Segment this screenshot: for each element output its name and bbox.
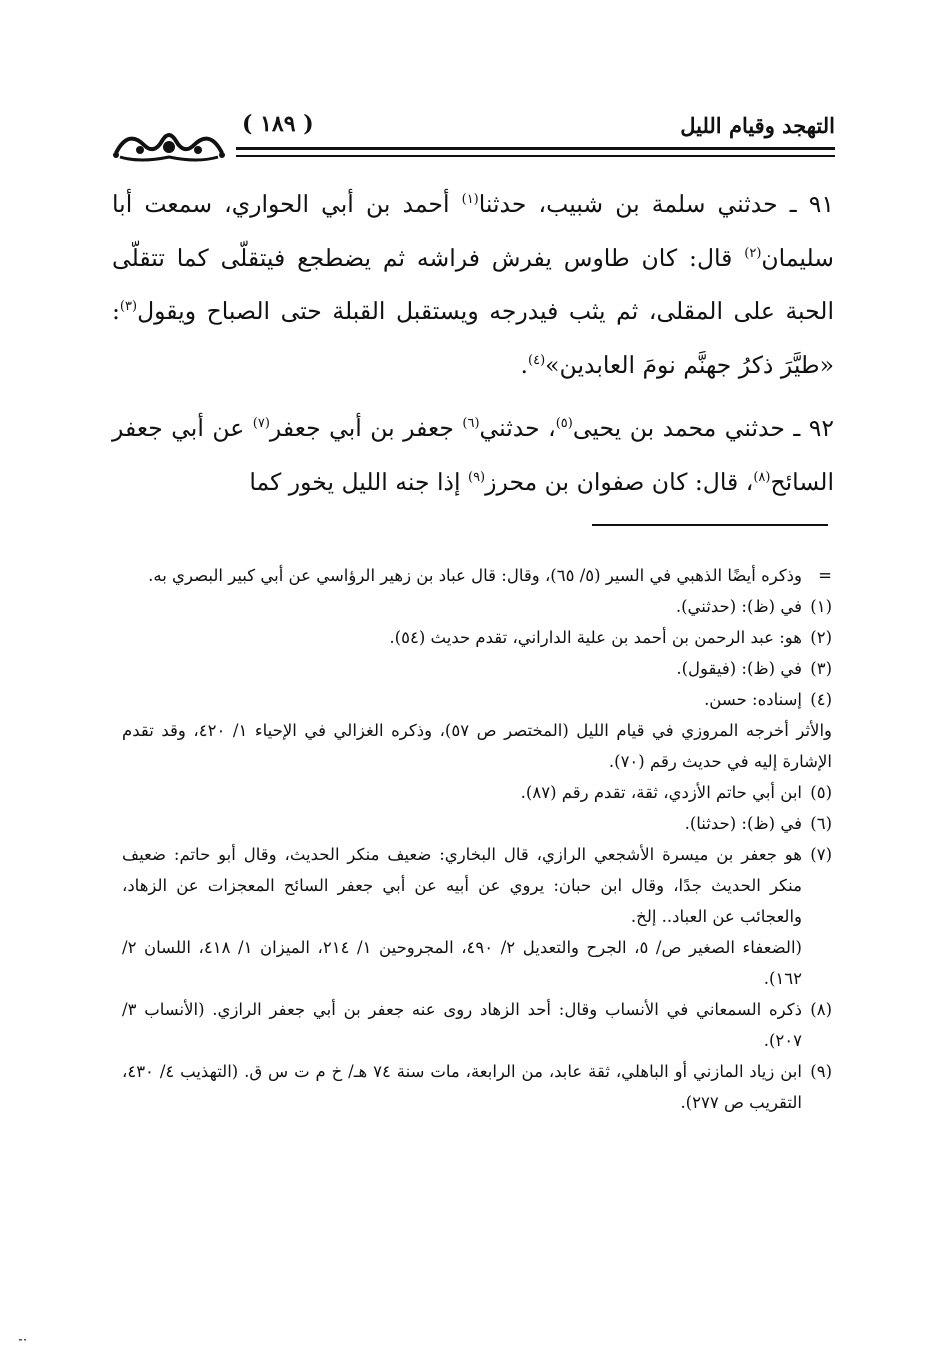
footnote-text: ابن أبي حاتم الأزدي، ثقة، تقدم رقم (٨٧). (520, 783, 802, 802)
hadith-91 (112, 178, 834, 392)
footnote-text (122, 839, 802, 994)
hadith-92 (112, 402, 834, 509)
text-segment: عن أبي جعفر السائح (112, 414, 834, 496)
footnote-2 (122, 622, 832, 653)
footnote-8 (122, 994, 832, 1056)
text-segment: ٩١ ـ حدثني سلمة بن شبيب، حدثنا (478, 190, 835, 218)
footnote-label: (٩) (810, 1062, 832, 1081)
text-segment: جعفر بن أبي جعفر (269, 414, 463, 442)
footnote-text: في (ظ): (حدثني). (675, 597, 802, 616)
footnote-text: في (ظ): (حدثنا). (684, 814, 802, 833)
header-rule-thick (236, 147, 835, 150)
footnote-marker[interactable]: (٨) (753, 469, 771, 485)
footnote-marker[interactable]: (٩) (467, 469, 486, 485)
footnote-label: (٥) (810, 783, 832, 802)
continuation-mark: = (818, 566, 832, 585)
scan-mark-icon (18, 1336, 28, 1346)
footnote-text: وذكره أيضًا الذهبي في السير (٥/ ٦٥)، وقال: قال عباد بن زهير الرؤاسي عن أبي كبير البصري به. (148, 566, 802, 585)
text-segment: ، حدثني (479, 414, 556, 442)
footnote-9 (122, 1056, 832, 1118)
footnote-text-refs: (الضعفاء الصغير ص/ ٥، الجرح والتعديل ٢/ ٤٩٠، المجروحين ١/ ٢١٤، الميزان ١/ ٤١٨، اللسان ٢/ ١٦٢). (122, 938, 802, 988)
footnote-5 (122, 777, 832, 808)
running-title: التهجد وقيام الليل (680, 113, 835, 138)
footnote-label: (٨) (810, 1000, 832, 1019)
text-segment: إذا جنه الليل يخور كما (249, 467, 468, 496)
footnote-label: (٦) (810, 814, 832, 833)
footnote-marker[interactable]: (١) (461, 192, 479, 207)
page-number: ( ١٨٩ ) (242, 111, 314, 137)
footnote-4-continued: والأثر أخرجه المروزي في قيام الليل (المختصر ص ٥٧)، وذكره الغزالي في الإحياء ١/ ٤٢٠، وقد تقدم الإشارة إليه في حديث رقم (٧٠). (122, 721, 832, 771)
footnote-text: ابن زياد المازني أو الباهلي، ثقة عابد، من الرابعة، مات سنة ٧٤ هـ/ خ م ت س ق. (التهذيب ٤/ ٤٣٠، التقريب ص ٢٧٧). (122, 1062, 802, 1112)
header-rule-thin (236, 155, 835, 157)
footnote-label: (٣) (810, 659, 832, 678)
footnote-text-main: هو جعفر بن ميسرة الأشجعي الرازي، قال البخاري: ضعيف منكر الحديث، وقال أبو حاتم: ضعيف منكر الحديث جدًا، وقال ابن حبان: يروي عن أبيه عن أبي جعفر السائح المعجزات عن الزهاد، والعجائب عن العباد.. إلخ. (122, 845, 802, 926)
footnote-label: (٧) (810, 845, 832, 864)
text-segment: . (520, 350, 529, 379)
text-segment: ٩٢ ـ حدثني محمد بن يحيى (572, 414, 834, 442)
footnote-label: (٢) (810, 628, 832, 647)
footnote-text: في (ظ): (فيقول). (676, 659, 802, 678)
footnote-marker[interactable]: (٤) (528, 352, 546, 368)
footnote-marker[interactable]: (٥) (555, 416, 573, 431)
footnote-marker[interactable]: (٣) (119, 299, 138, 314)
footnote-separator (592, 524, 828, 526)
text-segment: ، قال: كان صفوان بن محرز (485, 467, 754, 496)
footnote-text: إسناده: حسن. (704, 690, 802, 709)
footnote-6 (122, 808, 832, 839)
text-segment: قال: كان طاوس يفرش فراشه ثم يضطجع فيتقلّى كما تتقلّى الحبة على المقلى، ثم يثب فيدرجه ويستقبل القبلة حتى الصباح ويقول (112, 243, 834, 325)
footnote-marker[interactable]: (٦) (462, 416, 480, 431)
footnote-marker[interactable]: (٢) (744, 245, 762, 261)
footnote-1 (122, 591, 832, 622)
page-header (110, 105, 835, 165)
footnotes (122, 560, 832, 1118)
footnote-7 (122, 839, 832, 994)
footnote-text: هو: عبد الرحمن بن أحمد بن علية الداراني، تقدم حديث (٥٤). (389, 628, 802, 647)
footnote-3 (122, 653, 832, 684)
footnote-label: (١) (810, 597, 832, 616)
footnote-marker[interactable]: (٧) (252, 416, 270, 431)
main-text (112, 178, 834, 519)
text-segment: أحمد بن أبي الحواري، سمعت أبا سليمان (112, 190, 834, 272)
text-segment: : «طيَّرَ ذكرُ جهنَّم نومَ العابدين» (112, 297, 834, 379)
ornament-icon (110, 123, 228, 165)
footnote-continuation (122, 560, 832, 591)
footnote-label: (٤) (810, 690, 832, 709)
footnote-4 (122, 684, 832, 715)
footnote-text: ذكره السمعاني في الأنساب وقال: أحد الزهاد روى عنه جعفر بن أبي جعفر الرازي. (الأنساب ٣/ ٢٠٧). (122, 1000, 802, 1050)
